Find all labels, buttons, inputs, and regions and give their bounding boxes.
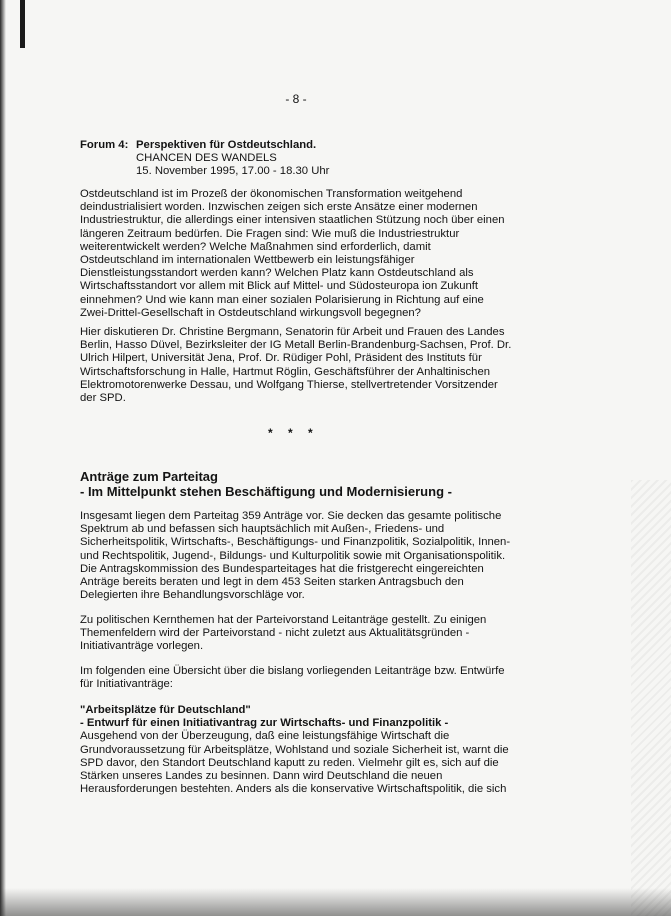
section-title: Anträge zum Parteitag — [80, 469, 218, 484]
forum-title: Perspektiven für Ostdeutschland. — [136, 139, 317, 151]
motion-title: "Arbeitsplätze für Deutschland" — [80, 704, 251, 716]
forum-subtitle: CHANCEN DES WANDELS — [136, 152, 277, 164]
section-paragraph-motions: Insgesamt liegen dem Parteitag 359 Anträge vor. Sie decken das gesamte politische Spektrum ab und befassen sich hauptsächlich mit Außen-, Friedens- und Sicherheitspolitik, Wirtschafts-, Beschäftigungs- und Finanzpolitik, Sozialpolitik, Innen- und Rechtspolitik, Jugend-, Bildungs- und Kulturpolitik sowie mit Organisationspolitik. Die Antragskommission des Bundesparteitages hat die fristgerecht eingereichten Anträge bereits beraten und legt in dem 453 Seiten starken Antragsbuch den Delegierten ihre Behandlungsvorschläge vor. — [80, 510, 511, 602]
forum-header — [80, 139, 329, 178]
forum-paragraph-intro: Ostdeutschland ist im Prozeß der ökonomischen Transformation weitgehend deindustrialisiert worden. Inzwischen zeigen sich erste Ansätze einer modernen Industriestruktur, die allerdings einer intensiven staatlichen Stützung noch über einen längeren Zeitraum bedürfen. Die Fragen sind: Wie muß die Industriestruktur weiterentwickelt werden? Welche Maßnahmen sind erforderlich, damit Ostdeutschland im internationalen Wettbewerb ein leistungsfähiger Dienstleistungsstandort werden kann? Welchen Platz kann Ostdeutschland als Wirtschaftsstandort vor allem mit Blick auf Mittel- und Südosteuropa ion Zukunft einnehmen? Und wie kann man einer sozialen Polarisierung in Richtung auf eine Zwei-Drittel-Gesellschaft in Ostdeutschland wirkungsvoll begegnen? — [80, 188, 505, 319]
motion-block: "Arbeitsplätze für Deutschland" - Entwurf für einen Initiativantrag zur Wirtschafts- und Finanzpolitik - Ausgehend von der Überzeugung, daß eine leistungsfähige Wirtschaft die Grundvoraussetzung für Arbeitsplätze, Wohlstand und soziale Sicherheit ist, warnt die SPD davor, den Standort Deutschland kaputt zu reden. Vielmehr gilt es, sich auf die Stärken unseres Landes zu besinnen. Dann wird Deutschland die neuen Herausforderungen bestehten. Anders als die konservative Wirtschaftspolitik, die sich — [80, 704, 516, 796]
scan-edge — [0, 0, 6, 916]
section-heading — [80, 469, 452, 499]
scan-shadow — [0, 888, 671, 916]
section-paragraph-overview: Im folgenden eine Übersicht über die bislang vorliegenden Leitanträge bzw. Entwürfe für Initiativanträge: — [80, 665, 505, 691]
scan-mark — [20, 0, 25, 48]
forum-paragraph-panel: Hier diskutieren Dr. Christine Bergmann, Senatorin für Arbeit und Frauen des Landes Berlin, Hasso Düvel, Bezirksleiter der IG Metall Berlin-Brandenburg-Sachsen, Prof. Dr. Ulrich Hilpert, Universität Jena, Prof. Dr. Rüdiger Pohl, Präsident des Instituts für Wirtschaftsforschung in Halle, Hartmut Röglin, Geschäftsführer der Anhaltinischen Elektromotorenwerke Dessau, und Wolfgang Thierse, stellvertretender Vorsitzender der SPD. — [80, 326, 512, 405]
section-separator: * * * — [268, 426, 319, 440]
section-paragraph-leitantraege: Zu politischen Kernthemen hat der Parteivorstand Leitanträge gestellt. Zu einigen Themenfeldern wird der Parteivorstand - nicht zuletzt aus Aktualitätsgründen - Initiativanträge vorlegen. — [80, 614, 487, 653]
section-subtitle: - Im Mittelpunkt stehen Beschäftigung und Modernisierung - — [80, 484, 452, 499]
forum-date: 15. November 1995, 17.00 - 18.30 Uhr — [136, 165, 330, 177]
forum-label: Forum 4: — [80, 139, 129, 151]
scan-noise — [631, 480, 671, 916]
motion-subtitle: - Entwurf für einen Initiativantrag zur Wirtschafts- und Finanzpolitik - — [80, 717, 449, 730]
page-number: - 8 - — [285, 92, 307, 106]
